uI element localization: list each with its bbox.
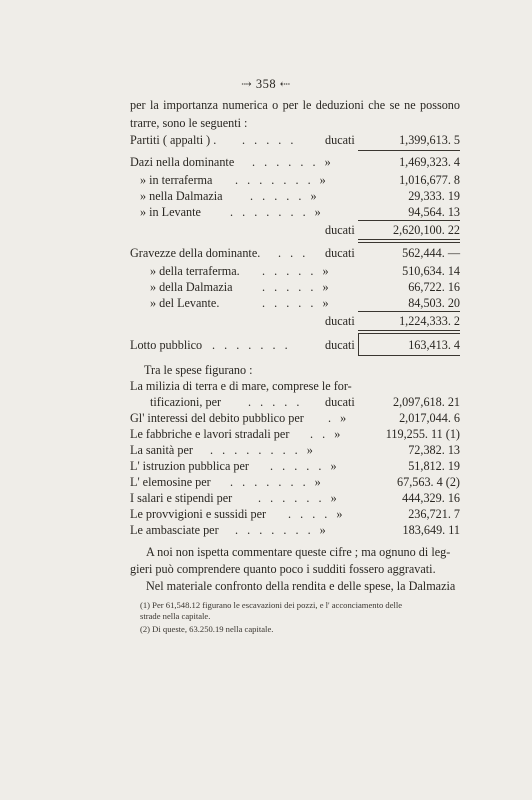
row-label: Dazi nella dominante — [130, 155, 235, 169]
row-amount: 66,722. 16 — [408, 280, 460, 294]
row-label: » in terraferma — [140, 173, 213, 187]
row-amount: 94,564. 13 — [408, 205, 460, 219]
spese-intro-text: Tra le spese figurano : — [144, 363, 253, 377]
closing-line — [146, 578, 460, 594]
dazi-row — [130, 204, 460, 220]
leader-dots: . . . . » — [288, 507, 346, 521]
row-amount: 51,812. 19 — [408, 459, 460, 473]
spese-row — [130, 474, 460, 490]
box-bottom — [358, 354, 460, 356]
row-amount: 2,017,044. 6 — [399, 411, 460, 425]
leader-dots: . . . . . » — [262, 264, 332, 278]
currency-label: ducati — [325, 133, 355, 147]
dazi-row — [130, 154, 460, 170]
rule — [358, 150, 460, 151]
row-label: L' elemosine per — [130, 475, 211, 489]
leader-dots: . . . . . . . — [212, 338, 291, 352]
footnote-1-line-2: strade nella capitale. — [140, 611, 211, 621]
row-amount: 29,333. 19 — [408, 189, 460, 203]
partiti-row — [130, 132, 460, 148]
row-label: Gl' interessi del debito pubblico per — [130, 411, 304, 425]
intro-paragraph: per la importanza numerica o per le deduzioni che se ne possono trarre, sono le seguenti : — [130, 98, 460, 130]
row-amount: 67,563. 4 (2) — [397, 475, 460, 489]
row-label: tificazioni, per — [150, 395, 222, 409]
page-number: ⇢ 358 ⇠ — [241, 77, 291, 91]
row-amount: 1,469,323. 4 — [399, 155, 460, 169]
closing-line-3: Nel materiale confronto della rendita e delle spese, la Dalmazia — [146, 579, 456, 593]
leader-dots: . . . . . — [248, 395, 303, 409]
gravezze-row — [130, 279, 460, 295]
row-amount: 84,503. 20 — [408, 296, 460, 310]
spese-row — [130, 410, 460, 426]
leader-dots: . . . . . » — [262, 296, 332, 310]
row-amount: 1,399,613. 5 — [399, 133, 460, 147]
spese-row — [130, 426, 460, 442]
row-label: Partiti ( appalti ) . — [130, 133, 217, 147]
row-amount: 163,413. 4 — [408, 338, 460, 352]
row-amount: 562,444. — — [402, 246, 460, 260]
rule — [358, 311, 460, 312]
row-label: » in Levante — [140, 205, 201, 219]
leader-dots: . . . . . . » — [252, 155, 334, 169]
currency-label: ducati — [325, 395, 355, 409]
row-total: 2,620,100. 22 — [392, 223, 460, 237]
spese-row — [130, 458, 460, 474]
row-label: La milizia di terra e di mare, comprese le for- — [130, 379, 352, 393]
leader-dots: . . . . . — [242, 133, 297, 147]
row-amount: 1,016,677. 8 — [399, 173, 460, 187]
leader-dots: . . . . . . . » — [230, 205, 324, 219]
currency-label: ducati — [325, 314, 355, 328]
row-label: Lotto pubblico — [130, 338, 203, 352]
leader-dots: . . » — [310, 427, 344, 441]
dazi-row — [130, 172, 460, 188]
box-left — [358, 333, 359, 355]
gravezze-total-row — [130, 313, 460, 329]
footnote-1 — [140, 600, 460, 622]
double-rule — [358, 330, 460, 334]
leader-dots: . » — [328, 411, 350, 425]
dazi-total-row — [130, 222, 460, 238]
rule — [358, 220, 460, 221]
gravezze-row — [130, 295, 460, 311]
spese-row — [130, 490, 460, 506]
row-label: L' istruzion pubblica per — [130, 459, 249, 473]
milizia-row-2 — [130, 394, 460, 410]
row-label: Gravezze della dominante. — [130, 246, 261, 260]
footnote-1-line-1: (1) Per 61,548.12 figurano le escavazioni dei pozzi, e l' acconciamento delle — [140, 600, 403, 610]
lotto-row — [130, 337, 460, 353]
spese-row — [130, 442, 460, 458]
row-label: » della Dalmazia — [150, 280, 233, 294]
leader-dots: . . . . . . . » — [235, 173, 329, 187]
row-total: 1,224,333. 2 — [399, 314, 460, 328]
currency-label: ducati — [325, 338, 355, 352]
footnote-2: (2) Di queste, 63.250.19 nella capitale. — [140, 624, 274, 634]
row-amount: 183,649. 11 — [402, 523, 460, 537]
row-label: I salari e stipendi per — [130, 491, 233, 505]
closing-line — [130, 561, 460, 577]
leader-dots: . . . . . . . . » — [210, 443, 316, 457]
leader-dots: . . . . . » — [262, 280, 332, 294]
dazi-row — [130, 188, 460, 204]
leader-dots: . . . . . » — [250, 189, 320, 203]
row-amount: 236,721. 7 — [408, 507, 460, 521]
row-amount: 2,097,618. 21 — [392, 395, 460, 409]
row-amount: 119,255. 11 (1) — [385, 427, 460, 441]
spese-row — [130, 522, 460, 538]
row-label: Le provvigioni e sussidi per — [130, 507, 267, 521]
spese-row — [130, 506, 460, 522]
row-label: » nella Dalmazia — [140, 189, 223, 203]
milizia-row-1 — [130, 378, 460, 394]
double-rule — [358, 239, 460, 243]
leader-dots: . . . . . . . » — [235, 523, 329, 537]
row-label: » del Levante. — [150, 296, 220, 310]
closing-line-1: A noi non ispetta commentare queste cifre ; ma ognuno di leg- — [146, 545, 451, 559]
currency-label: ducati — [325, 246, 355, 260]
gravezze-row — [130, 245, 460, 261]
gravezze-row — [130, 263, 460, 279]
closing-line-2: gieri può comprendere quanto poco i sudditi fossero aggravati. — [130, 562, 436, 576]
row-label: Le fabbriche e lavori stradali per — [130, 427, 290, 441]
leader-dots: . . . . . . . » — [230, 475, 324, 489]
row-label: Le ambasciate per — [130, 523, 219, 537]
row-amount: 72,382. 13 — [408, 443, 460, 457]
row-amount: 510,634. 14 — [402, 264, 460, 278]
row-amount: 444,329. 16 — [402, 491, 460, 505]
leader-dots: . . . — [278, 246, 309, 260]
row-label: » della terraferma. — [150, 264, 240, 278]
currency-label: ducati — [325, 223, 355, 237]
row-label: La sanità per — [130, 443, 193, 457]
leader-dots: . . . . . . » — [258, 491, 340, 505]
closing-line — [146, 544, 460, 560]
leader-dots: . . . . . » — [270, 459, 340, 473]
spese-intro — [144, 362, 474, 378]
